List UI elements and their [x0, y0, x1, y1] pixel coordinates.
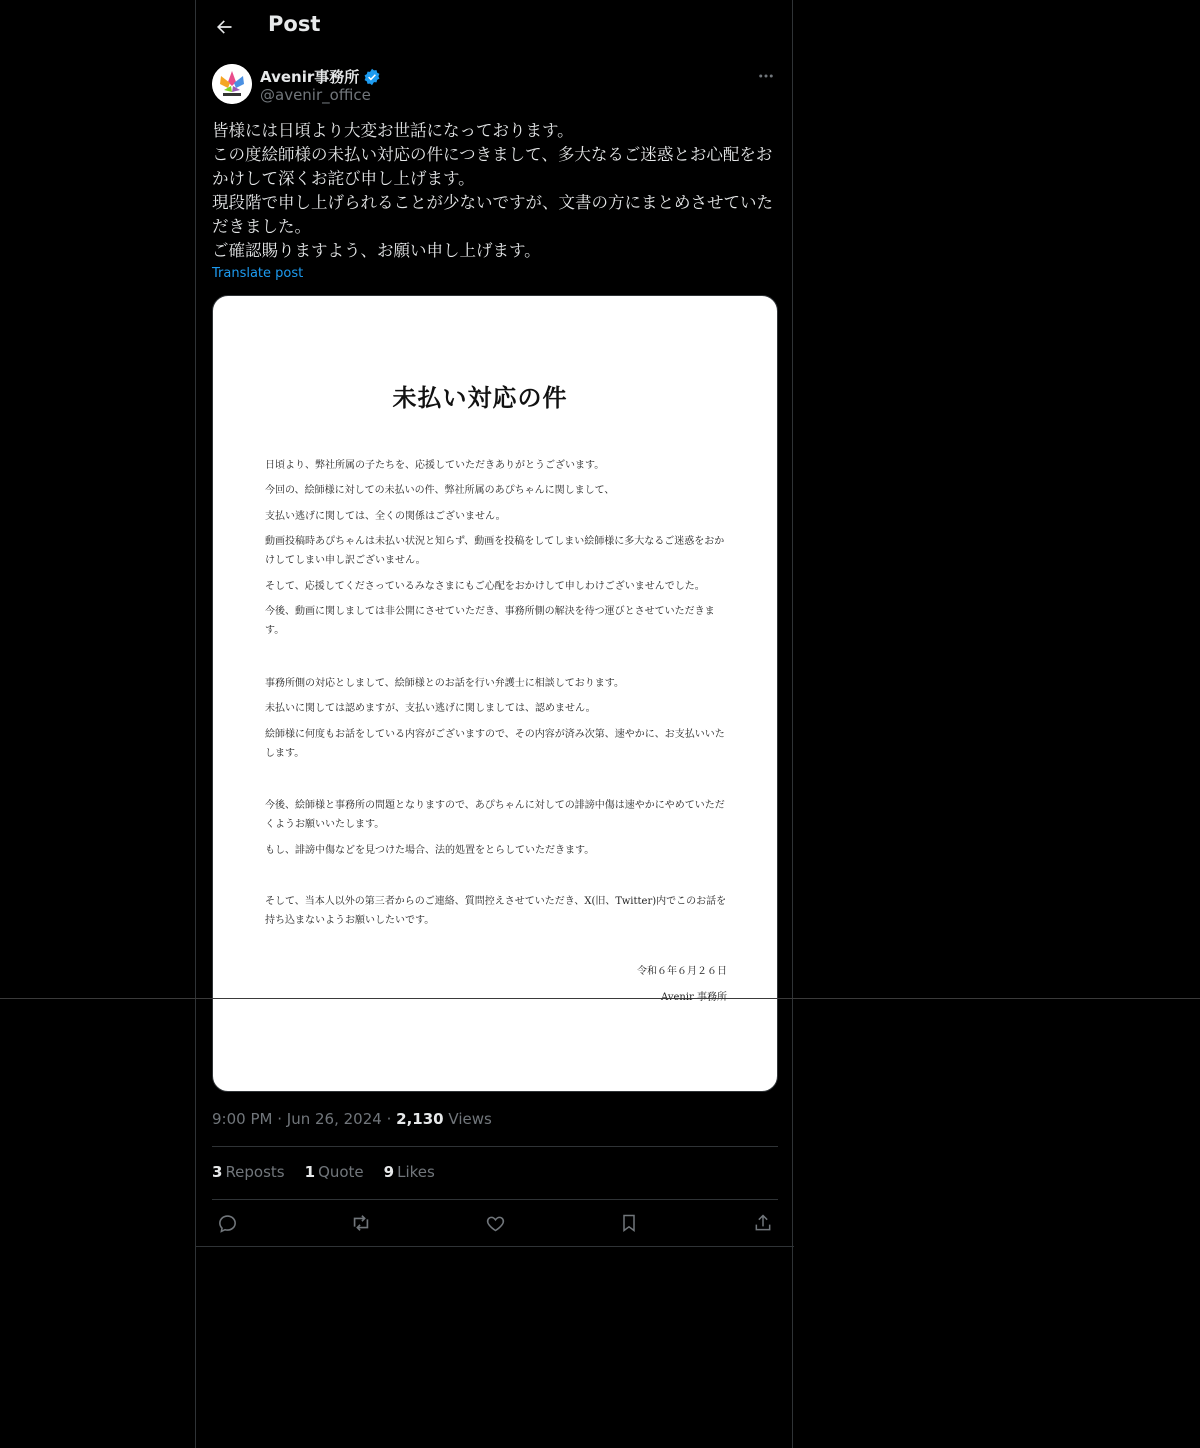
like-icon [485, 1213, 506, 1234]
meta-separator: · [386, 1110, 392, 1128]
author-handle[interactable]: @avenir_office [260, 86, 371, 104]
reply-button[interactable] [212, 1208, 242, 1238]
document-paragraph: 動画投稿時あぴちゃんは未払い状況と知らず、動画を投稿をしてしまい絵師様に多大なるご迷惑をおかけしてしまい申し訳ございません。 [265, 536, 725, 566]
quotes-stat[interactable] [305, 1163, 364, 1181]
meta-separator: · [277, 1110, 283, 1128]
post-image[interactable] [212, 295, 778, 1092]
divider [212, 1146, 778, 1147]
likes-count: 9 [383, 1163, 395, 1181]
reply-icon [217, 1213, 238, 1234]
views-label: Views [448, 1110, 492, 1128]
page-title: Post [268, 12, 321, 36]
quotes-label: Quote [318, 1163, 364, 1181]
post-text: 皆様には日頃より大変お世話になっております。 この度絵師様の未払い対応の件につきまして、多大なるご迷惑とお心配をおかけして深くお詫び申し上げます。 現段階で申し上げられることが少ないですが、文書の方にまとめさせていただきました。 ご確認賜りますよう、お願い申し上げます。 [212, 121, 773, 260]
post-date[interactable]: Jun 26, 2024 [286, 1110, 382, 1128]
reposts-count: 3 [212, 1163, 223, 1181]
quotes-count: 1 [304, 1163, 316, 1181]
bookmark-button[interactable] [614, 1208, 644, 1238]
document-signature [661, 988, 727, 1003]
share-icon [753, 1213, 773, 1233]
document-paragraph: もし、誹謗中傷などを見つけた場合、法的処置をとらしていただきます。 [265, 845, 595, 856]
document-paragraph: 今後、動画に関しましては非公開にさせていただき、事務所側の解決を待つ運びとさせていただきます。 [265, 606, 715, 636]
document-paragraph: 今後、絵師様と事務所の問題となりますので、あぴちゃんに対しての誹謗中傷は速やかにやめていただくようお願いいたします。 [265, 800, 725, 830]
more-icon [757, 67, 775, 85]
document-paragraph: そして、当本人以外の第三者からのご連絡、質問控えさせていただき、X(旧、Twitter)内でこのお話を持ち込まないようお願いしたいです。 [265, 896, 727, 926]
document-title: 未払い対応の件 [392, 384, 568, 412]
document-paragraph: 支払い逃げに関しては、全くの関係はございません。 [265, 511, 506, 522]
document-paragraph: そして、応援してくださっているみなさまにもご心配をおかけして申しわけございませんでした。 [265, 581, 705, 592]
back-arrow-icon [214, 17, 234, 37]
divider [196, 1246, 794, 1247]
back-button[interactable] [210, 13, 238, 41]
divider [212, 1199, 778, 1200]
post-column [195, 0, 793, 1448]
share-button[interactable] [748, 1208, 778, 1238]
likes-label: Likes [397, 1163, 435, 1181]
likes-stat[interactable] [384, 1163, 435, 1181]
translate-post-link[interactable]: Translate post [212, 266, 304, 281]
document-paragraph: 日頃より、弊社所属の子たちを、応援していただきありがとうございます。 [265, 460, 605, 471]
document-paragraph: 事務所側の対応としまして、絵師様とのお話を行い弁護士に相談しております。 [265, 678, 624, 689]
reposts-label: Reposts [225, 1163, 285, 1181]
post-time[interactable]: 9:00 PM [212, 1110, 273, 1128]
verified-badge-icon [363, 68, 381, 86]
author-name-text[interactable]: Avenir事務所 [260, 68, 360, 86]
header [196, 0, 792, 54]
post-stats [212, 1163, 435, 1181]
like-button[interactable] [480, 1208, 510, 1238]
reposts-stat[interactable] [212, 1163, 285, 1181]
action-bar [212, 1208, 778, 1238]
crosshair-line [0, 998, 1200, 999]
post-meta [212, 1110, 492, 1128]
author-name[interactable] [260, 66, 381, 87]
avatar-logo-icon [212, 64, 252, 104]
document-date: 令和６年６月２６日 [637, 966, 727, 977]
views-count: 2,130 [396, 1110, 444, 1128]
document-paragraph: 未払いに関しては認めますが、支払い逃げに関しましては、認めません。 [265, 703, 596, 714]
more-button[interactable] [754, 64, 778, 88]
bookmark-icon [619, 1213, 639, 1233]
document-paragraph: 絵師様に何度もお話をしている内容がございますので、その内容が済み次第、速やかに、お支払いいたします。 [265, 729, 725, 759]
repost-icon [350, 1212, 372, 1234]
avatar[interactable] [212, 64, 252, 104]
repost-button[interactable] [346, 1208, 376, 1238]
document-paragraph: 今回の、絵師様に対しての未払いの件、弊社所属のあぴちゃんに関しまして、 [265, 485, 615, 496]
